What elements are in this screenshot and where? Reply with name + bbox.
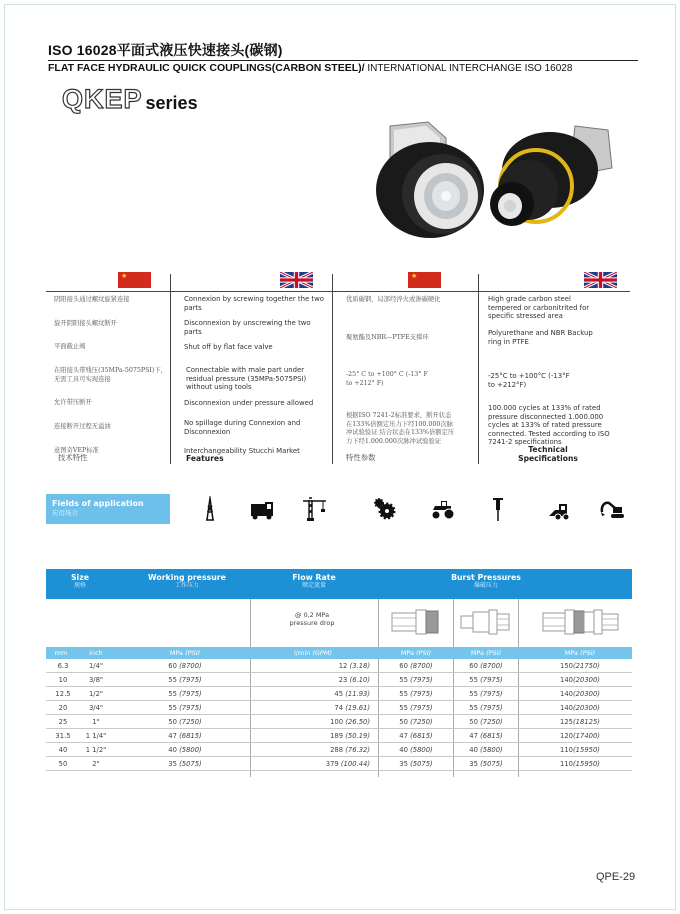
table-row xyxy=(46,729,632,743)
china-flag-icon xyxy=(408,272,441,288)
cell-mm: 6.3 xyxy=(57,662,69,670)
cell-burst-2: 40 (5800) xyxy=(469,746,503,754)
cell-flow-rate: 288 (76.32) xyxy=(330,746,370,754)
spec-en-1: High grade carbon steel tempered or carbonitrited for specific stressed area xyxy=(488,295,590,321)
cell-burst-1: 40 (5800) xyxy=(399,746,433,754)
table-row xyxy=(46,743,632,757)
female-coupler-diagram-icon xyxy=(391,609,441,635)
header-size: Size 规格 xyxy=(70,573,90,589)
spec-cn-1: 优质碳钢，局部经淬火或渗碳硬化 xyxy=(346,296,441,303)
cell-inch: 3/4" xyxy=(88,704,104,712)
features-specifications-section xyxy=(46,268,630,466)
title-english xyxy=(48,62,572,74)
title-chinese: ISO 16028平面式液压快速接头(碳钢) xyxy=(48,42,283,58)
skid-steer-loader-icon xyxy=(546,494,574,524)
cell-working-pressure: 47 (6815) xyxy=(168,732,202,740)
feature-cn-5: 允许带压断开 xyxy=(54,399,92,406)
header-burst-pressures: Burst Pressures 爆破压力 xyxy=(451,573,521,589)
spec-en-3: -25°C to +100°C (-13°F to +212°F) xyxy=(488,372,570,389)
unit-working: MPa (PSI) xyxy=(169,649,201,657)
cell-burst-1: 60 (8700) xyxy=(399,662,433,670)
jackhammer-icon xyxy=(484,494,512,524)
cell-burst-2: 55 (7975) xyxy=(469,676,503,684)
cell-inch: 3/8" xyxy=(88,676,104,684)
fields-title-en: Fields of application xyxy=(52,499,144,508)
column-divider xyxy=(332,274,333,464)
feature-en-5: Disconnexion under pressure allowed xyxy=(184,399,314,407)
unit-inch: inch xyxy=(89,649,103,657)
spec-cn-2: 聚氨酯及NBR—PTFE支撑环 xyxy=(346,334,429,341)
feature-cn-6: 连接断开过程无溢油 xyxy=(54,423,111,430)
table-row xyxy=(46,701,632,715)
cell-flow-rate: 189 (50.19) xyxy=(330,732,370,740)
header-working-pressure: Working pressure 工作压力 xyxy=(148,573,226,589)
cell-burst-1: 55 (7975) xyxy=(399,704,433,712)
feature-en-4: Connectable with male part under residual pressure (35MPa-5075PSI) without using tools xyxy=(186,366,307,392)
feature-en-3: Shut off by flat face valve xyxy=(184,343,273,351)
column-divider xyxy=(170,274,171,464)
cell-working-pressure: 55 (7975) xyxy=(168,690,202,698)
cell-inch: 1/4" xyxy=(88,662,104,670)
spec-cn-4: 根据ISO 7241-2标准要求，断开状态在133%倍额定压力下经100.000次脉冲试验验证 结合状态在133%倍额定压力下经1.000.000次脉冲试验验证 xyxy=(346,412,455,445)
table-row xyxy=(46,687,632,701)
features-header-cn: 技术特性 xyxy=(58,453,88,462)
uk-flag-icon xyxy=(280,272,313,288)
unit-burst-1: MPa (PSI) xyxy=(400,649,432,657)
title-divider xyxy=(48,60,638,61)
cell-mm: 10 xyxy=(58,676,68,684)
table-row xyxy=(46,673,632,687)
table-row xyxy=(46,659,632,673)
table-body xyxy=(46,659,632,771)
cell-burst-2: 50 (7250) xyxy=(469,718,503,726)
truck-icon xyxy=(248,494,276,524)
title-english-bold: FLAT FACE HYDRAULIC QUICK COUPLINGS(CARBON STEEL)/ xyxy=(48,62,365,74)
cell-flow-rate: 379 (100.44) xyxy=(325,760,370,768)
fields-title-cn: 应用场合 xyxy=(52,509,78,517)
feature-cn-3: 平面截止阀 xyxy=(54,343,86,350)
cell-burst-3: 110(15950) xyxy=(560,746,600,754)
cell-burst-2: 55 (7975) xyxy=(469,690,503,698)
specs-header-en: Technical Specifications xyxy=(518,445,578,463)
cell-burst-3: 140(20300) xyxy=(560,704,600,712)
cell-burst-1: 50 (7250) xyxy=(399,718,433,726)
cell-burst-3: 120(17400) xyxy=(560,732,600,740)
china-flag-icon xyxy=(118,272,151,288)
specs-header-cn: 特性参数 xyxy=(346,453,376,462)
cell-burst-1: 55 (7975) xyxy=(399,690,433,698)
cell-flow-rate: 100 (26.50) xyxy=(330,718,370,726)
unit-burst-2: MPa (PSI) xyxy=(470,649,502,657)
cell-mm: 31.5 xyxy=(55,732,71,740)
table-header xyxy=(46,569,632,599)
quick-coupling-illustration xyxy=(350,108,630,248)
cell-mm: 12.5 xyxy=(55,690,71,698)
cell-burst-3: 110(15950) xyxy=(560,760,600,768)
spec-en-2: Polyurethane and NBR Backup ring in PTFE xyxy=(488,329,593,346)
cell-inch: 1 1/4" xyxy=(85,732,107,740)
feature-en-6: No spillage during Connexion and Disconnexion xyxy=(184,419,301,436)
cell-flow-rate: 74 (19.61) xyxy=(334,704,370,712)
feature-cn-1: 阴阳接头通过螺纹旋紧连接 xyxy=(54,296,130,303)
cell-burst-1: 35 (5075) xyxy=(399,760,433,768)
table-row xyxy=(46,757,632,771)
cell-flow-rate: 45 (11.93) xyxy=(334,690,370,698)
cell-burst-3: 140(20300) xyxy=(560,676,600,684)
cell-working-pressure: 50 (7250) xyxy=(168,718,202,726)
coupler-diagram-row xyxy=(46,599,632,647)
series-word: series xyxy=(145,93,198,113)
product-image xyxy=(350,108,630,248)
gears-icon xyxy=(370,494,398,524)
feature-en-1: Connexion by screwing together the two parts xyxy=(184,295,324,312)
cell-burst-2: 60 (8700) xyxy=(469,662,503,670)
unit-mm: mm xyxy=(54,649,68,657)
cell-burst-3: 125(18125) xyxy=(560,718,600,726)
cell-mm: 20 xyxy=(58,704,68,712)
unit-flow: l/min (GPM) xyxy=(294,649,332,657)
cell-burst-2: 35 (5075) xyxy=(469,760,503,768)
cell-burst-2: 47 (6815) xyxy=(469,732,503,740)
unit-burst-3: MPa (PSI) xyxy=(564,649,596,657)
male-coupler xyxy=(490,126,612,226)
cell-inch: 1" xyxy=(92,718,100,726)
feature-en-7: Interchangeability Stucchi Market xyxy=(184,447,300,455)
table-row xyxy=(46,715,632,729)
feature-cn-2: 旋开阴阳接头螺纹断开 xyxy=(54,320,117,327)
connected-coupler-diagram-icon xyxy=(542,609,622,635)
features-header-en: Features xyxy=(186,454,224,463)
cell-inch: 1 1/2" xyxy=(85,746,107,754)
spec-cn-3: -25° C to +100° C (-13° F to +212° F) xyxy=(346,371,428,387)
header-flow-rate: Flow Rate 额定流量 xyxy=(292,573,336,589)
cell-burst-1: 55 (7975) xyxy=(399,676,433,684)
cell-working-pressure: 35 (5075) xyxy=(168,760,202,768)
female-coupler xyxy=(376,122,484,238)
feature-cn-7: 意图奇VEP标准 xyxy=(54,447,99,454)
cell-working-pressure: 40 (5800) xyxy=(168,746,202,754)
cell-working-pressure: 60 (8700) xyxy=(168,662,202,670)
cell-mm: 40 xyxy=(58,746,68,754)
male-coupler-diagram-icon xyxy=(460,609,512,635)
cell-flow-rate: 23 (6.10) xyxy=(338,676,370,684)
cell-flow-rate: 12 (3.18) xyxy=(338,662,370,670)
cell-burst-2: 55 (7975) xyxy=(469,704,503,712)
title-english-light: INTERNATIONAL INTERCHANGE ISO 16028 xyxy=(364,63,573,74)
units-row xyxy=(46,647,632,659)
uk-flag-icon xyxy=(584,272,617,288)
page-number: QPE-29 xyxy=(596,871,636,883)
cell-inch: 2" xyxy=(92,760,100,768)
cell-working-pressure: 55 (7975) xyxy=(168,676,202,684)
cell-inch: 1/2" xyxy=(88,690,104,698)
oil-rig-icon xyxy=(196,494,224,524)
cell-mm: 50 xyxy=(58,760,68,768)
cell-burst-1: 47 (6815) xyxy=(399,732,433,740)
cell-working-pressure: 55 (7975) xyxy=(168,704,202,712)
spec-en-4: 100.000 cycles at 133% of rated pressure disconnected 1.000.000 cycles at 133% of rated pressure connected. Tested according to ISO 7241-2 specifications xyxy=(488,404,610,447)
cell-burst-3: 150(21750) xyxy=(560,662,600,670)
cell-mm: 25 xyxy=(58,718,68,726)
column-divider xyxy=(478,274,479,464)
feature-cn-4: 在阳接头带残压(35MPa-5075PSI)下，无需工具可实现连接 xyxy=(54,367,167,383)
series-heading xyxy=(62,86,198,112)
tractor-icon xyxy=(428,494,456,524)
flow-rate-note: @ 0,2 MPa pressure drop xyxy=(289,611,335,627)
series-code: QKEP xyxy=(62,84,143,114)
feature-en-2: Disconnexion by unscrewing the two parts xyxy=(184,319,311,336)
excavator-icon xyxy=(598,494,626,524)
cell-burst-3: 140(20300) xyxy=(560,690,600,698)
tower-crane-icon xyxy=(300,494,328,524)
fields-of-application-banner xyxy=(46,494,170,524)
